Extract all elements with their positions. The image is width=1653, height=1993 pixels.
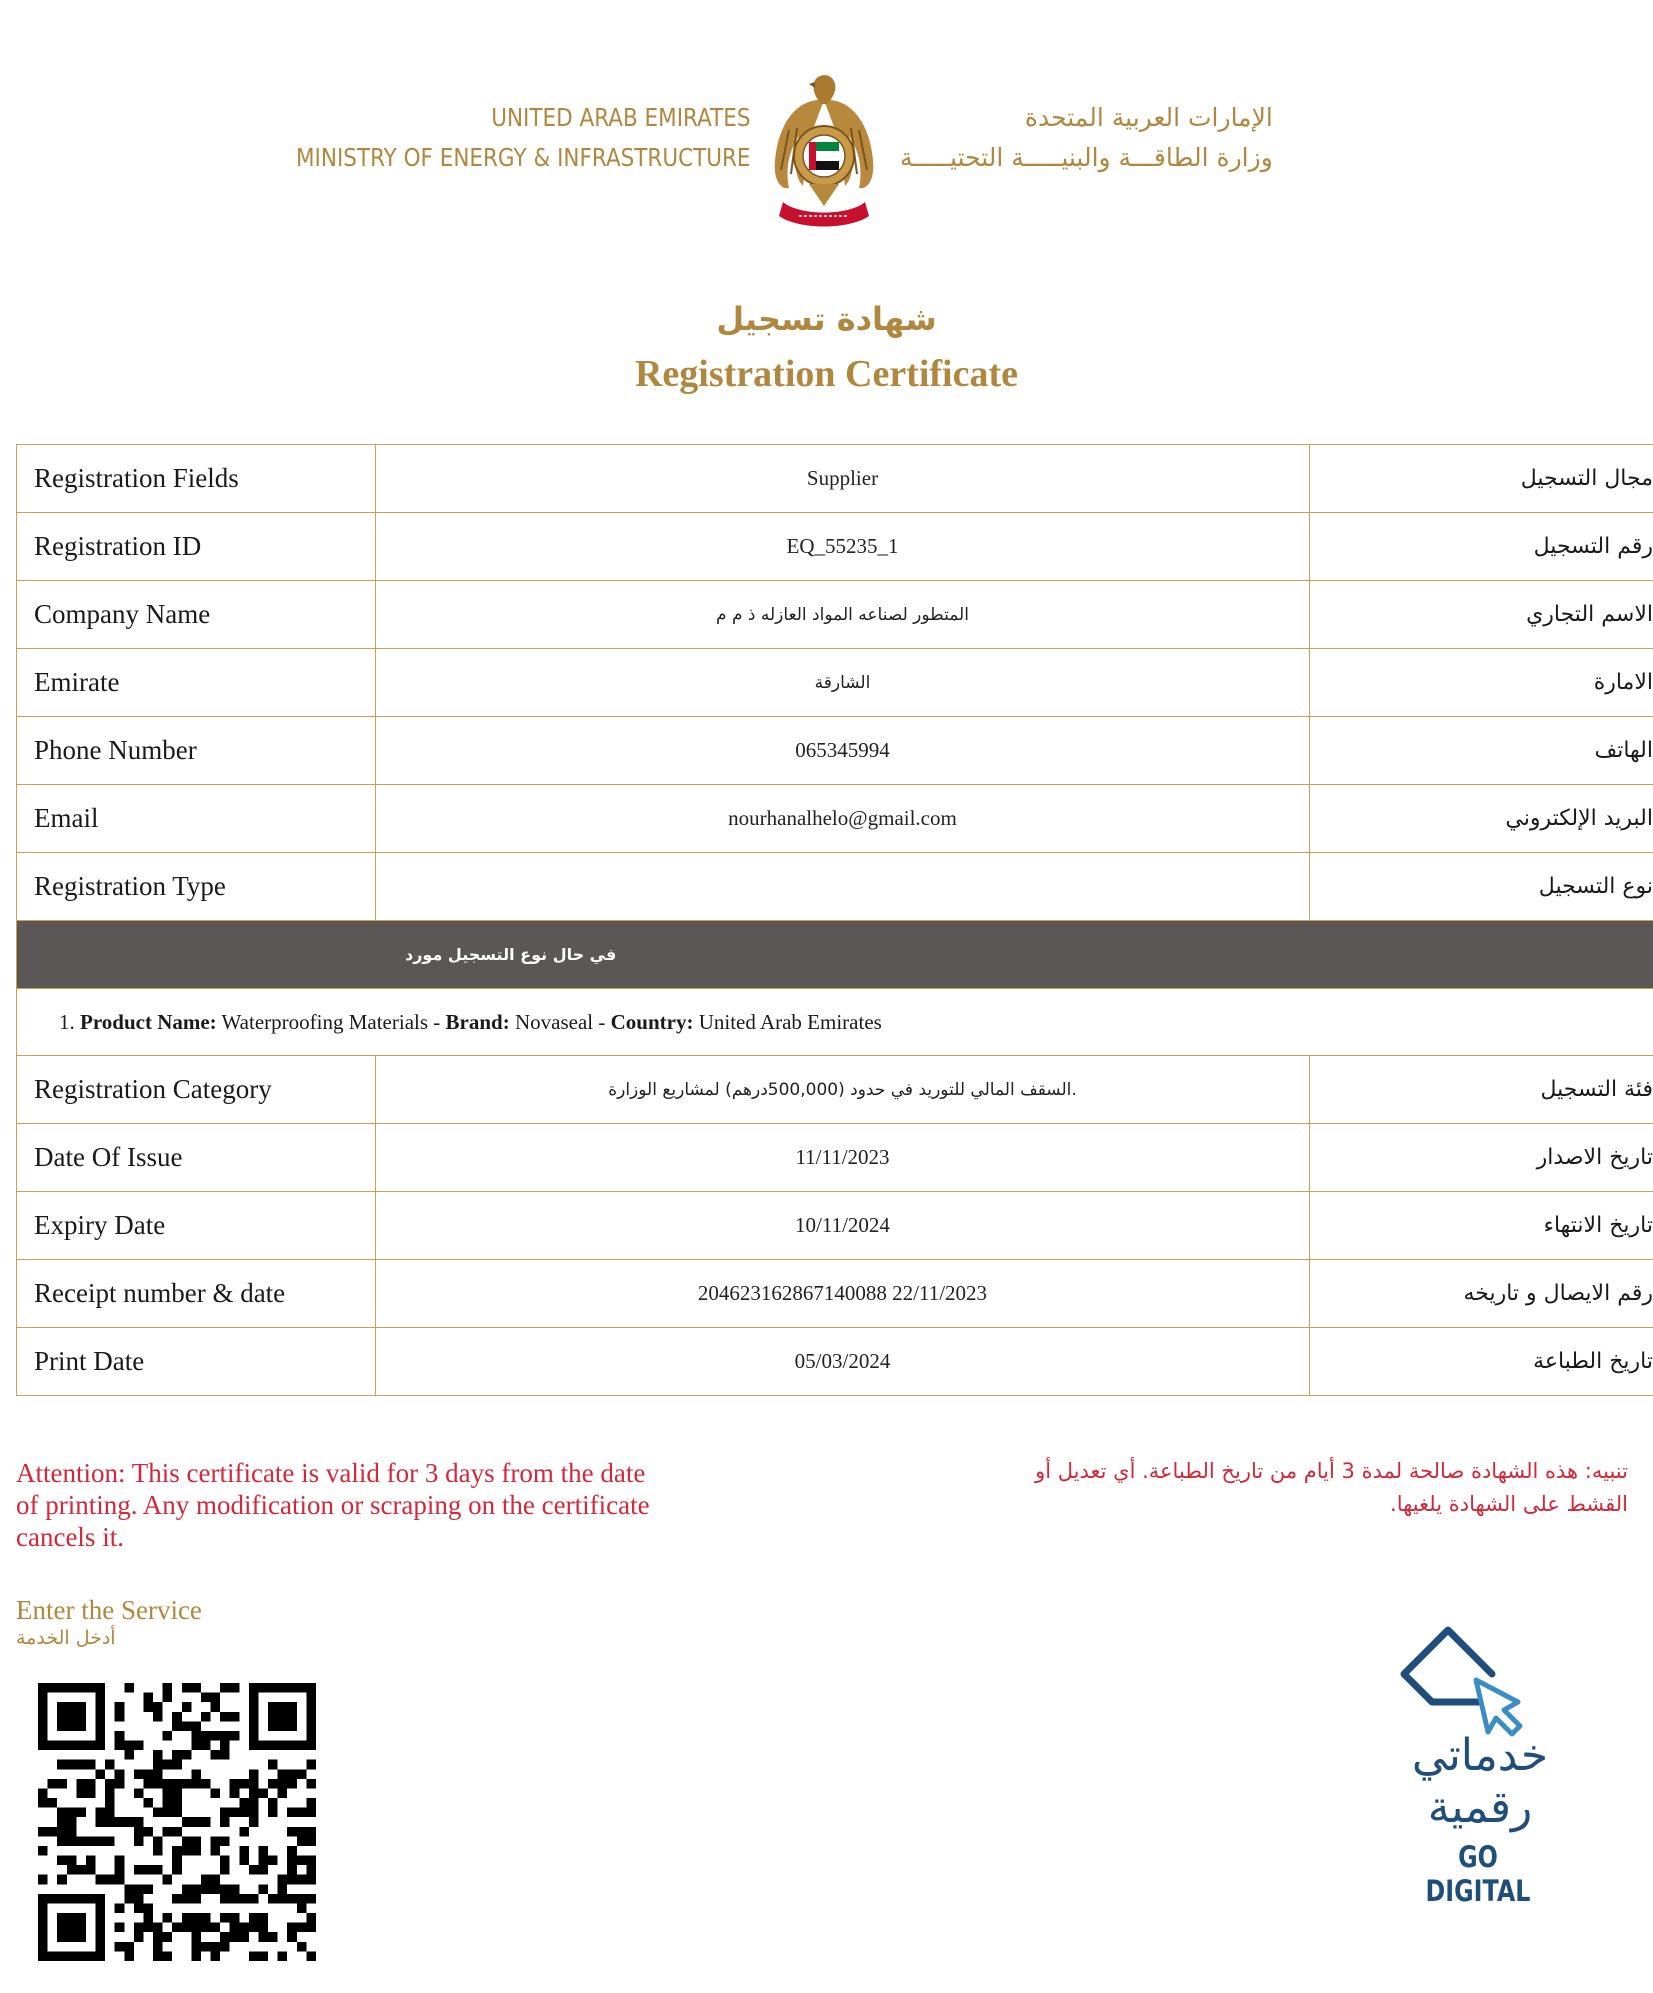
ministry-name-arabic bbox=[900, 98, 1273, 178]
qr-code-icon[interactable] bbox=[38, 1683, 316, 1961]
field-value: EQ_55235_1 bbox=[376, 513, 1310, 581]
field-label-en: Emirate bbox=[17, 649, 376, 717]
supplier-band-text: في حال نوع التسجيل مورد bbox=[405, 944, 617, 964]
field-value: المتطور لصناعه المواد العازله ذ م م bbox=[376, 581, 1310, 649]
header-ar-line2: وزارة الطاقـــة والبنيـــــة التحتيـــــة bbox=[900, 143, 1273, 172]
field-value: 11/11/2023 bbox=[376, 1124, 1310, 1192]
field-value: 204623162867140088 22/11/2023 bbox=[376, 1260, 1310, 1328]
go-digital-text: GO DIGITAL bbox=[1425, 1840, 1531, 1908]
field-label-en: Registration ID bbox=[17, 513, 376, 581]
table-row bbox=[17, 1056, 1653, 1124]
product-cell bbox=[17, 989, 1653, 1056]
field-value bbox=[376, 853, 1310, 921]
attention-notice-arabic: تنبيه: هذه الشهادة صالحة لمدة 3 أيام من تاريخ الطباعة. أي تعديل أو القشط على الشهادة يلغيها. bbox=[1035, 1459, 1628, 1516]
field-label-en: Registration Fields bbox=[17, 445, 376, 513]
header-ar-line1: الإمارات العربية المتحدة bbox=[1024, 103, 1273, 132]
go-digital-ar-line1: خدماتي bbox=[1411, 1730, 1549, 1781]
supplier-band bbox=[17, 921, 1653, 989]
table-row bbox=[17, 1328, 1653, 1396]
product-name: Waterproofing Materials bbox=[221, 1009, 429, 1034]
table-row bbox=[17, 1124, 1653, 1192]
go-digital-ar-line2: رقمية bbox=[1427, 1782, 1533, 1833]
field-label-ar: البريد الإلكتروني bbox=[1310, 785, 1653, 853]
uae-emblem-icon bbox=[769, 70, 879, 232]
table-row bbox=[17, 513, 1653, 581]
field-value: الشارقة bbox=[376, 649, 1310, 717]
attention-notice-english: Attention: This certificate is valid for 3 days from the date of printing. Any modification or scraping on the certificate cancels it. bbox=[16, 1458, 650, 1552]
table-row bbox=[17, 1192, 1653, 1260]
field-label-en: Print Date bbox=[17, 1328, 376, 1396]
field-label-ar: الهاتف bbox=[1310, 717, 1653, 785]
field-value: Supplier bbox=[376, 445, 1310, 513]
table-row bbox=[17, 1260, 1653, 1328]
field-label-ar: نوع التسجيل bbox=[1310, 853, 1653, 921]
field-label-en: Registration Category bbox=[17, 1056, 376, 1124]
brand-label: Brand: bbox=[445, 1009, 510, 1034]
table-row bbox=[17, 785, 1653, 853]
table-row bbox=[17, 853, 1653, 921]
field-label-ar: تاريخ الاصدار bbox=[1310, 1124, 1653, 1192]
field-label-ar: تاريخ الطباعة bbox=[1310, 1328, 1653, 1396]
field-value: .السقف المالي للتوريد في حدود (500,000درهم) لمشاريع الوزارة bbox=[376, 1056, 1310, 1124]
field-label-ar: رقم التسجيل bbox=[1310, 513, 1653, 581]
field-label-en: Expiry Date bbox=[17, 1192, 376, 1260]
field-label-ar: مجال التسجيل bbox=[1310, 445, 1653, 513]
header-en-line2: MINISTRY OF ENERGY & INFRASTRUCTURE bbox=[296, 143, 751, 172]
table-row bbox=[17, 445, 1653, 513]
field-label-ar: تاريخ الانتهاء bbox=[1310, 1192, 1653, 1260]
field-value: 10/11/2024 bbox=[376, 1192, 1310, 1260]
country-label: Country: bbox=[610, 1009, 694, 1034]
product-name-label: Product Name: bbox=[80, 1009, 217, 1034]
supplier-band-row bbox=[17, 921, 1653, 989]
field-label-ar: الاسم التجاري bbox=[1310, 581, 1653, 649]
field-label-en: Date Of Issue bbox=[17, 1124, 376, 1192]
field-label-en: Registration Type bbox=[17, 853, 376, 921]
header-en-line1: UNITED ARAB EMIRATES bbox=[491, 103, 751, 132]
field-label-en: Email bbox=[17, 785, 376, 853]
field-value: 05/03/2024 bbox=[376, 1328, 1310, 1396]
go-digital-arabic-text bbox=[1394, 1730, 1566, 1834]
separator: - bbox=[598, 1009, 606, 1034]
field-value: nourhanalhelo@gmail.com bbox=[376, 785, 1310, 853]
enter-service-label-english: Enter the Service bbox=[16, 1595, 202, 1625]
certificate-title-english: Registration Certificate bbox=[634, 353, 1018, 395]
certificate-title-arabic: شهادة تسجيل bbox=[716, 300, 937, 338]
product-index: 1. bbox=[59, 1009, 75, 1034]
brand-name: Novaseal bbox=[514, 1009, 594, 1034]
field-value: 065345994 bbox=[376, 717, 1310, 785]
field-label-ar: الامارة bbox=[1310, 649, 1653, 717]
country-name: United Arab Emirates bbox=[698, 1009, 882, 1034]
separator: - bbox=[433, 1009, 441, 1034]
table-row bbox=[17, 649, 1653, 717]
table-row bbox=[17, 581, 1653, 649]
ministry-name-english bbox=[296, 98, 751, 178]
field-label-en: Phone Number bbox=[17, 717, 376, 785]
field-label-en: Receipt number & date bbox=[17, 1260, 376, 1328]
enter-service-label-arabic: أدخل الخدمة bbox=[16, 1627, 116, 1649]
registration-table bbox=[16, 444, 1653, 1396]
field-label-ar: رقم الايصال و تاريخه bbox=[1310, 1260, 1653, 1328]
product-row bbox=[17, 989, 1653, 1056]
field-label-ar: فئة التسجيل bbox=[1310, 1056, 1653, 1124]
field-label-en: Company Name bbox=[17, 581, 376, 649]
table-row bbox=[17, 717, 1653, 785]
